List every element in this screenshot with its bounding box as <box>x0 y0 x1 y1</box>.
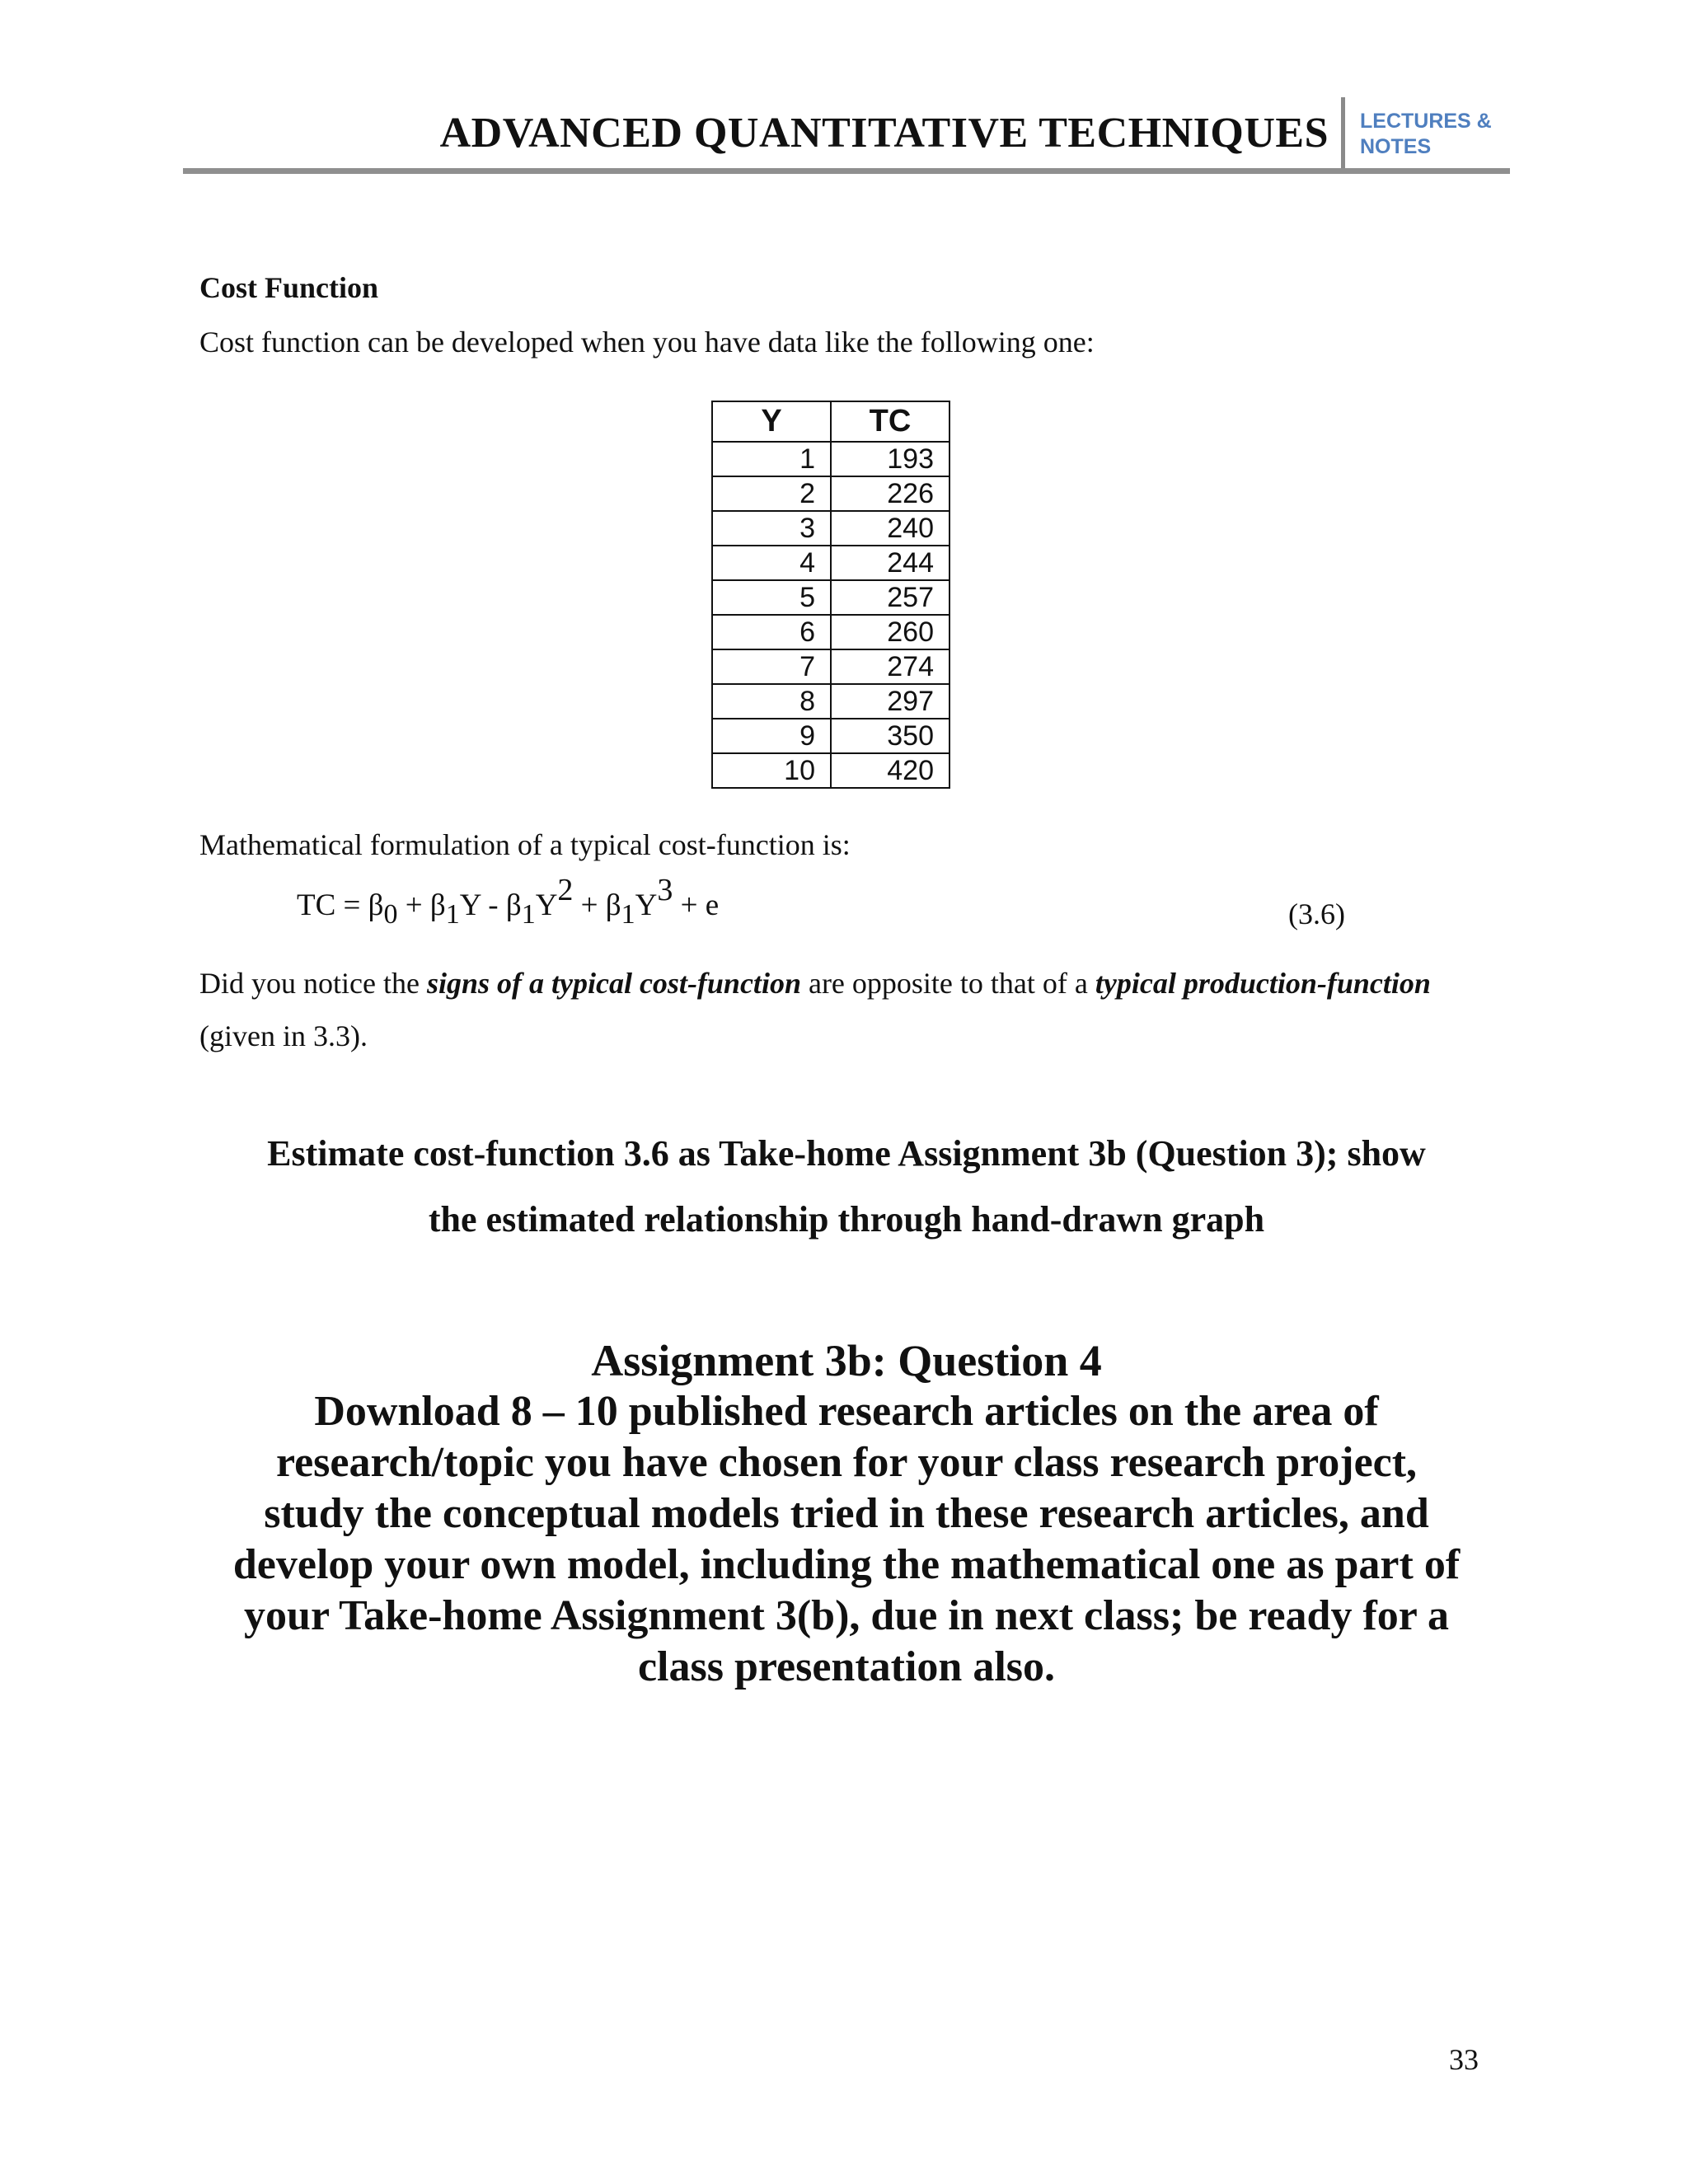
cell-tc: 297 <box>831 684 950 719</box>
formulation-intro: Mathematical formulation of a typical cost-function is: <box>199 828 851 861</box>
assignment-line: Download 8 – 10 published research articles on the area of <box>314 1388 1379 1435</box>
eq-tc: TC = β <box>297 888 384 922</box>
estimate-line: Estimate cost-function 3.6 as Take-home Assignment 3b (Question 3); show <box>267 1133 1426 1174</box>
column-header-y: Y <box>712 401 831 442</box>
table-row <box>712 546 950 580</box>
eq-part: + β <box>573 888 621 922</box>
cell-tc: 244 <box>831 546 950 580</box>
assignment-line: develop your own model, including the mathematical one as part of <box>232 1541 1461 1588</box>
cell-tc: 260 <box>831 615 950 649</box>
assignment-line: research/topic you have chosen for your class research project, <box>275 1439 1418 1486</box>
cell-y: 5 <box>712 580 831 615</box>
cell-y: 8 <box>712 684 831 719</box>
eq-part: Y <box>635 888 658 922</box>
table-row <box>712 442 950 476</box>
cell-tc: 350 <box>831 719 950 753</box>
cell-tc: 420 <box>831 753 950 788</box>
cell-y: 10 <box>712 753 831 788</box>
column-header-tc: TC <box>831 401 950 442</box>
cell-tc: 226 <box>831 476 950 511</box>
table-row <box>712 684 950 719</box>
table-row <box>712 649 950 684</box>
estimate-line: the estimated relationship through hand-drawn graph <box>428 1199 1265 1240</box>
cell-y: 7 <box>712 649 831 684</box>
eq-sub: 1 <box>621 899 635 930</box>
notice-text: Did you notice the <box>199 967 427 1000</box>
cell-tc: 240 <box>831 511 950 546</box>
cell-y: 4 <box>712 546 831 580</box>
notice-paragraph-line2: (given in 3.3). <box>199 1019 368 1052</box>
cell-y: 2 <box>712 476 831 511</box>
cell-y: 6 <box>712 615 831 649</box>
header-tag <box>1360 109 1492 160</box>
eq-sub: 1 <box>521 899 536 930</box>
assignment-line: study the conceptual models tried in these research articles, and <box>264 1490 1429 1537</box>
estimate-instruction <box>183 1121 1510 1253</box>
eq-sup: 3 <box>657 873 673 907</box>
table-row <box>712 615 950 649</box>
table-row <box>712 753 950 788</box>
header-rule <box>183 168 1510 174</box>
eq-sup: 2 <box>557 873 574 907</box>
header-tag-line2: NOTES <box>1360 135 1432 158</box>
cell-y: 1 <box>712 442 831 476</box>
page-header <box>183 97 1510 173</box>
cost-function-equation <box>297 872 719 930</box>
eq-part: + e <box>673 888 720 922</box>
notice-text: are opposite to that of a <box>800 967 1095 1000</box>
table-header-row <box>712 401 950 442</box>
notice-paragraph <box>199 966 1431 1001</box>
table-row <box>712 476 950 511</box>
eq-sub: 1 <box>445 899 460 930</box>
cell-y: 9 <box>712 719 831 753</box>
assignment-title: Assignment 3b: Question 4 <box>591 1336 1102 1385</box>
intro-paragraph: Cost function can be developed when you have data like the following one: <box>199 326 1095 359</box>
notice-emphasis: signs of a typical cost-function <box>426 967 801 1000</box>
table-row <box>712 719 950 753</box>
eq-part: Y - β <box>459 888 522 922</box>
header-title: ADVANCED QUANTITATIVE TECHNIQUES <box>439 110 1329 157</box>
notice-emphasis: typical production-function <box>1095 967 1431 1000</box>
eq-part: + β <box>397 888 446 922</box>
page-number: 33 <box>1449 2043 1479 2076</box>
assignment-line: your Take-home Assignment 3(b), due in next class; be ready for a <box>244 1592 1449 1639</box>
eq-part: Y <box>535 888 558 922</box>
header-separator <box>1341 97 1345 173</box>
assignment-block <box>183 1335 1510 1693</box>
cell-y: 3 <box>712 511 831 546</box>
assignment-line: class presentation also. <box>637 1643 1056 1690</box>
cell-tc: 274 <box>831 649 950 684</box>
equation-number: (3.6) <box>1288 898 1345 930</box>
table-row <box>712 511 950 546</box>
section-heading: Cost Function <box>199 271 379 304</box>
cell-tc: 257 <box>831 580 950 615</box>
eq-sub: 0 <box>383 899 398 930</box>
table-row <box>712 580 950 615</box>
cost-data-table <box>711 401 950 789</box>
cell-tc: 193 <box>831 442 950 476</box>
header-tag-line1: LECTURES & <box>1360 110 1492 133</box>
